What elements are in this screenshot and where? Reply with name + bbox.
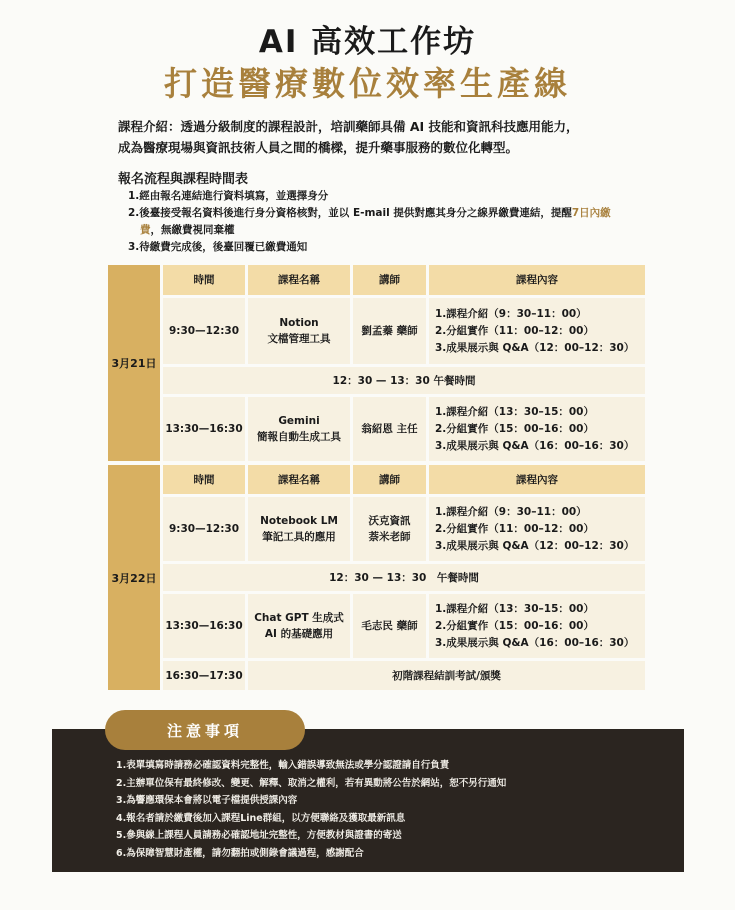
header-course: 課程名稱 <box>248 265 350 295</box>
exam-session: 初階課程結訓考試/頒獎 <box>248 661 645 690</box>
header-time: 時間 <box>163 265 245 295</box>
notice-panel <box>52 729 684 872</box>
process-step <box>128 205 688 239</box>
process-title: 報名流程與課程時間表 <box>118 172 249 187</box>
session-time: 9:30—12:30 <box>163 497 245 561</box>
session-course <box>248 397 350 461</box>
process-step: 3.待繳費完成後，後臺回覆已繳費通知 <box>128 241 308 253</box>
header-time: 時間 <box>163 465 245 494</box>
session-content <box>429 497 645 561</box>
header-teacher: 講師 <box>353 465 426 494</box>
notice-list <box>116 757 676 862</box>
content-item: 2.分組實作（11：00–12：00） <box>435 522 594 535</box>
deadline-highlight: 7日內繳 <box>571 207 611 219</box>
session-teacher <box>353 497 426 561</box>
content-item: 1.課程介紹（13：30–15：00） <box>435 405 594 418</box>
notice-item: 6.為保障智慧財產權，請勿翻拍或側錄會議過程，感謝配合 <box>116 847 364 859</box>
course-desc: 簡報自動生成工具 <box>257 431 341 443</box>
content-item: 2.分組實作（11：00–12：00） <box>435 324 594 337</box>
notice-item: 5.參與線上課程人員請務必確認地址完整性，方便教材與證書的寄送 <box>116 830 402 841</box>
course-desc: AI 的基礎應用 <box>264 628 334 640</box>
course-desc: 文檔管理工具 <box>267 333 331 345</box>
header-course: 課程名稱 <box>248 465 350 494</box>
session-teacher: 毛志民 藥師 <box>353 594 426 658</box>
deadline-highlight: 費 <box>140 224 151 236</box>
table-row <box>163 397 645 461</box>
content-item: 3.成果展示與 Q&A（12：00–12：30） <box>435 341 635 354</box>
table-header-row <box>163 465 645 494</box>
course-name: Notebook LM <box>260 515 338 527</box>
lunch-row <box>163 367 645 394</box>
course-name: Chat GPT 生成式 <box>254 612 344 624</box>
session-content <box>429 594 645 658</box>
content-item: 3.成果展示與 Q&A（16：00–16：30） <box>435 636 635 649</box>
date-cell: 3月22日 <box>108 465 160 690</box>
lunch-row <box>163 564 645 591</box>
process-steps <box>128 188 688 256</box>
notice-item: 4.報名者請於繳費後加入課程Line群組，以方便聯絡及獲取最新訊息 <box>116 812 406 824</box>
teacher-name: 萘米老師 <box>368 531 411 543</box>
page-title: AI 高效工作坊 <box>258 24 477 60</box>
content-item: 1.課程介紹（9：30–11：00） <box>435 505 587 518</box>
table-row <box>163 497 645 561</box>
session-time: 9:30—12:30 <box>163 298 245 364</box>
page-subtitle: 打造醫療數位效率生產線 <box>164 64 571 103</box>
content-item: 3.成果展示與 Q&A（12：00–12：30） <box>435 539 635 552</box>
notice-item: 1.表單填寫時請務必確認資料完整性，輸入錯誤導致無法或學分認證請自行負責 <box>116 760 450 771</box>
session-content <box>429 298 645 364</box>
course-intro <box>118 116 678 158</box>
course-desc: 筆記工具的應用 <box>262 531 336 543</box>
session-time: 16:30—17:30 <box>163 661 245 690</box>
table-row <box>163 661 645 690</box>
content-item: 3.成果展示與 Q&A（16：00–16：30） <box>435 439 635 452</box>
session-time: 13:30—16:30 <box>163 397 245 461</box>
intro-line: 課程介紹：透過分級制度的課程設計，培訓藥師具備 AI 技能和資訊科技應用能力， <box>118 119 579 134</box>
content-item: 1.課程介紹（13：30–15：00） <box>435 602 594 615</box>
session-time: 13:30—16:30 <box>163 594 245 658</box>
session-content <box>429 397 645 461</box>
notice-title: 注意事項 <box>105 710 305 750</box>
session-teacher: 劉孟蓁 藥師 <box>353 298 426 364</box>
table-row <box>163 298 645 364</box>
step-text: 2.後臺接受報名資料後進行身分資格核對，並以 E-mail 提供對應其身分之線界繳費連結，提醒 <box>128 207 572 219</box>
lunch-break: 12：30 — 13：30 午餐時間 <box>163 367 645 394</box>
session-course <box>248 497 350 561</box>
process-step: 1.經由報名連結進行資料填寫，並選擇身分 <box>128 190 329 202</box>
content-item: 2.分組實作（15：00–16：00） <box>435 619 594 632</box>
notice-item: 2.主辦單位保有最終修改、變更、解釋、取消之權利，若有異動將公告於網站，恕不另行通知 <box>116 777 507 789</box>
course-name: Gemini <box>278 415 320 427</box>
header-content: 課程內容 <box>429 465 645 494</box>
teacher-org: 沃克資訊 <box>368 515 411 527</box>
lunch-break: 12：30 — 13：30 午餐時間 <box>163 564 645 591</box>
content-item: 2.分組實作（15：00–16：00） <box>435 422 594 435</box>
notice-item: 3.為響應環保本會將以電子檔提供授課內容 <box>116 795 298 806</box>
session-course <box>248 594 350 658</box>
course-name: Notion <box>279 317 319 329</box>
header-content: 課程內容 <box>429 265 645 295</box>
date-cell: 3月21日 <box>108 265 160 461</box>
table-header-row <box>163 265 645 295</box>
table-row <box>163 594 645 658</box>
intro-line: 成為醫療現場與資訊技術人員之間的橋樑，提升藥事服務的數位化轉型。 <box>118 140 519 155</box>
session-course <box>248 298 350 364</box>
content-item: 1.課程介紹（9：30–11：00） <box>435 307 587 320</box>
step-text: ，無繳費視同棄權 <box>150 224 235 236</box>
header-teacher: 講師 <box>353 265 426 295</box>
session-teacher: 翁紹恩 主任 <box>353 397 426 461</box>
